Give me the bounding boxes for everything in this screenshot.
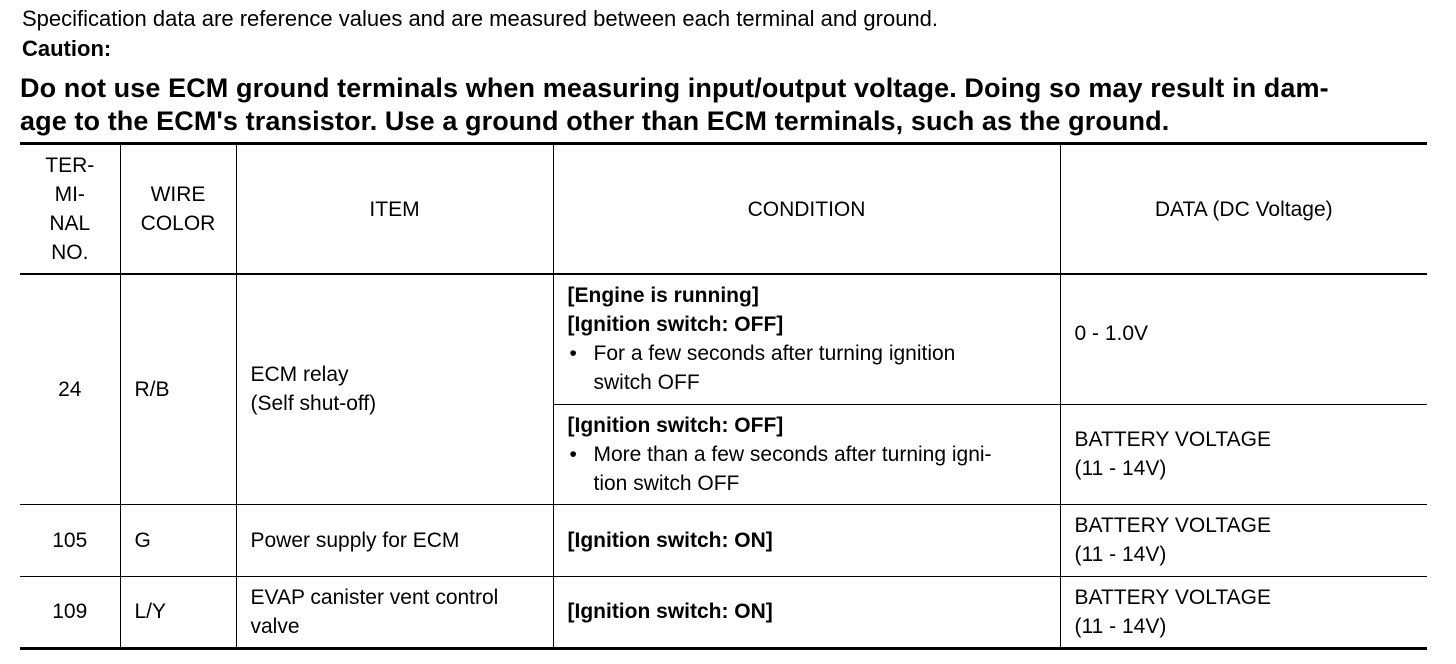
header-line: MI- (54, 183, 85, 206)
item-line: ECM relay (250, 363, 349, 387)
data-cell (1060, 504, 1427, 576)
data-line: (11 - 14V) (1074, 543, 1167, 566)
data-line: BATTERY VOLTAGE (1074, 585, 1271, 609)
item-line: EVAP canister vent control (250, 585, 499, 609)
condition-bullet (568, 339, 1046, 397)
header-data: DATA (DC Voltage) (1060, 144, 1427, 275)
data-line: (11 - 14V) (1074, 457, 1167, 480)
data-cell (1060, 404, 1427, 504)
data-line: 0 - 1.0V (1074, 322, 1149, 345)
table-row (20, 576, 1427, 648)
wire-color-cell: L/Y (120, 576, 236, 648)
condition-title: [Ignition switch: OFF] (567, 413, 784, 437)
header-condition: CONDITION (553, 144, 1060, 275)
bullet-line: tion switch OFF (593, 471, 740, 495)
condition-bullet-text (594, 339, 1046, 397)
item-cell (236, 576, 553, 648)
condition-title: [Ignition switch: ON] (567, 600, 773, 623)
table-header-row (20, 144, 1427, 275)
bullet-icon: • (569, 342, 577, 366)
item-cell (236, 504, 553, 576)
item-line: valve (250, 614, 300, 638)
terminal-spec-table (20, 142, 1427, 650)
terminal-cell: 109 (20, 576, 120, 648)
header-wire-color (120, 144, 236, 275)
item-line: Power supply for ECM (250, 528, 460, 552)
table-row (20, 274, 1427, 404)
item-line: (Self shut-off) (250, 392, 377, 416)
header-line: WIRE (150, 183, 206, 206)
condition-title: [Ignition switch: ON] (567, 528, 773, 552)
wire-color-cell: G (120, 504, 236, 576)
caution-label: Caution: (22, 36, 112, 61)
wire-color-cell: R/B (120, 274, 236, 504)
header-item: ITEM (236, 144, 553, 275)
data-cell (1060, 274, 1427, 404)
data-line: BATTERY VOLTAGE (1074, 514, 1271, 537)
bullet-line: switch OFF (593, 371, 700, 395)
bullet-line: More than a few seconds after turning igni- (593, 442, 992, 466)
header-line: COLOR (140, 212, 216, 235)
condition-cell (553, 576, 1060, 648)
table-row (20, 504, 1427, 576)
condition-bullet (568, 440, 1046, 498)
caution-line: Do not use ECM ground terminals when measuring input/output voltage. Doing so may result in dam- (20, 73, 1329, 103)
terminal-cell: 24 (20, 274, 120, 504)
bullet-line: For a few seconds after turning ignition (593, 342, 956, 366)
header-line: NAL (49, 212, 91, 235)
condition-cell (553, 504, 1060, 576)
header-terminal-no (20, 144, 120, 275)
item-cell (236, 274, 553, 504)
condition-bullet-text (594, 440, 1046, 498)
data-line: (11 - 14V) (1074, 614, 1167, 638)
caution-line: age to the ECM's transistor. Use a ground other than ECM terminals, such as the ground. (20, 106, 1170, 136)
terminal-cell: 105 (20, 504, 120, 576)
condition-title: [Ignition switch: OFF] (567, 313, 784, 337)
condition-cell (553, 274, 1060, 404)
condition-cell (553, 404, 1060, 504)
condition-title: [Engine is running] (567, 284, 759, 308)
data-line: BATTERY VOLTAGE (1074, 428, 1271, 451)
bullet-icon: • (569, 442, 577, 466)
data-cell (1060, 576, 1427, 648)
caution-text (20, 72, 1430, 138)
intro-text: Specification data are reference values and are measured between each terminal and ground. (22, 6, 939, 31)
header-line: TER- (45, 154, 95, 177)
header-line: NO. (51, 241, 89, 264)
